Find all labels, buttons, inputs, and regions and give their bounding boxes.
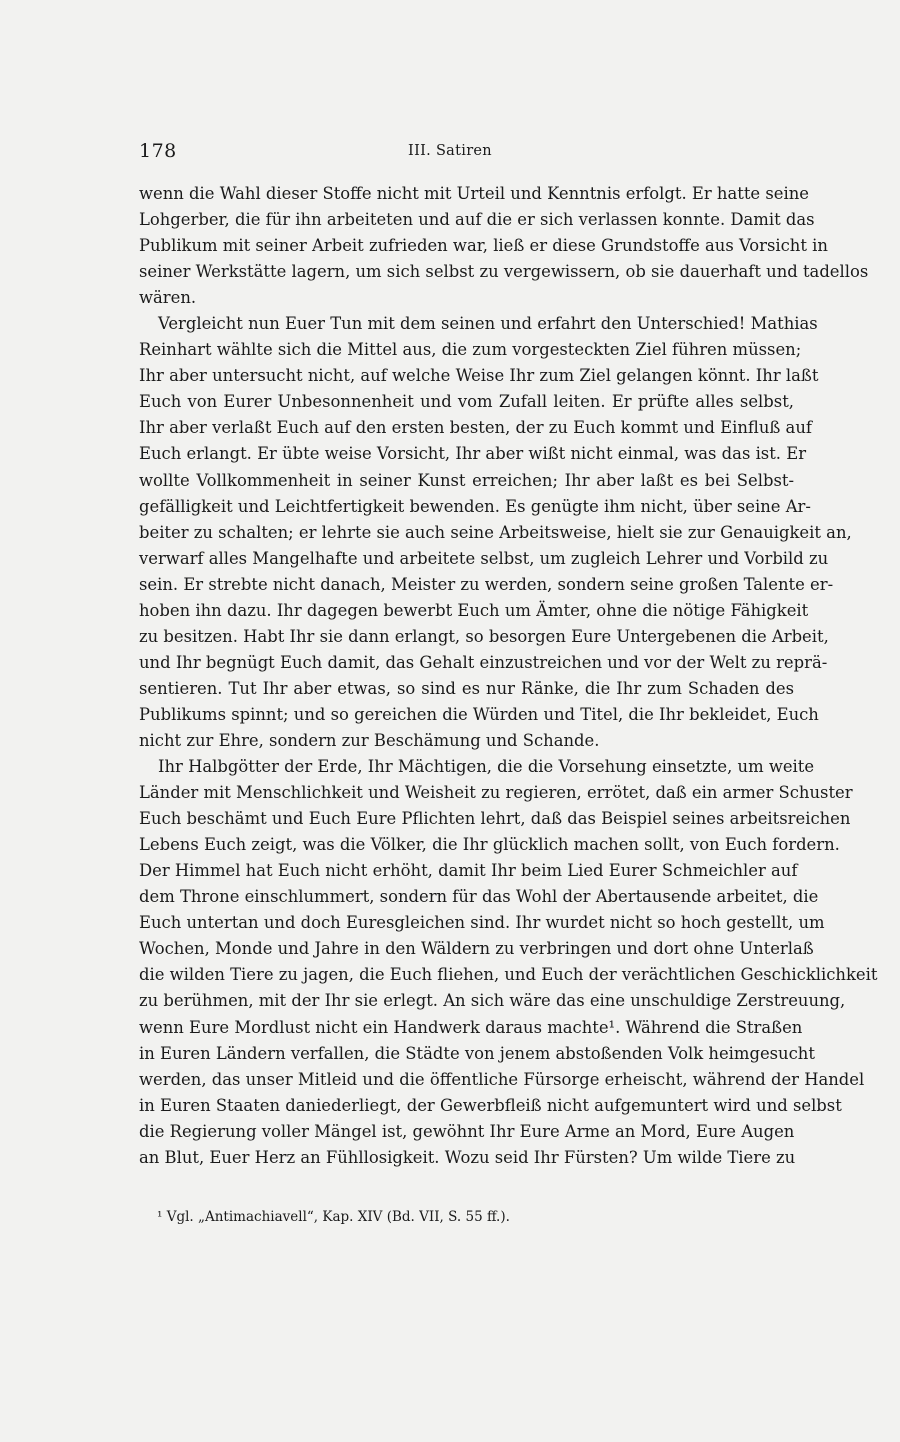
text-line: werden, das unser Mitleid und die öffentliche Fürsorge erheischt, während der Handel — [139, 1069, 865, 1089]
text-line: sein. Er strebte nicht danach, Meister zu werden, sondern seine großen Talente er- — [139, 574, 834, 594]
text-line: wenn die Wahl dieser Stoffe nicht mit Urteil und Kenntnis erfolgt. Er hatte seine — [139, 184, 809, 203]
page-number: 178 — [139, 140, 177, 162]
text-line: an Blut, Euer Herz an Fühllosigkeit. Wozu seid Ihr Fürsten? Um wilde Tiere zu — [139, 1147, 796, 1167]
text-line: Publikums spinnt; und so gereichen die Würden und Titel, die Ihr bekleidet, Euch — [139, 704, 819, 724]
text-line: verwarf alles Mangelhafte und arbeitete selbst, um zugleich Lehrer und Vorbild zu — [139, 548, 829, 568]
text-line: die wilden Tiere zu jagen, die Euch fliehen, und Euch der verächtlichen Geschicklichkeit — [139, 965, 878, 985]
text-line: gefälligkeit und Leichtfertigkeit bewenden. Es genügte ihm nicht, über seine Ar- — [139, 496, 811, 516]
text-line: beiter zu schalten; er lehrte sie auch seine Arbeitsweise, hielt sie zur Genauigkeit an, — [139, 522, 852, 542]
text-line: Ihr Halbgötter der Erde, Ihr Mächtigen, die die Vorsehung einsetzte, um weite — [158, 757, 815, 777]
text-line: die Regierung voller Mängel ist, gewöhnt Ihr Eure Arme an Mord, Eure Augen — [139, 1121, 795, 1141]
text-line: Vergleicht nun Euer Tun mit dem seinen und erfahrt den Unterschied! Mathias — [158, 314, 818, 334]
text-line: Ihr aber untersucht nicht, auf welche Weise Ihr zum Ziel gelangen könnt. Ihr laßt — [139, 366, 819, 386]
text-line: seiner Werkstätte lagern, um sich selbst zu vergewissern, ob sie dauerhaft und tadellos — [139, 262, 869, 282]
text-line: Länder mit Menschlichkeit und Weisheit zu regieren, errötet, daß ein armer Schuster — [139, 783, 853, 803]
text-line: in Euren Ländern verfallen, die Städte von jenem abstoßenden Volk heimgesucht — [139, 1043, 815, 1063]
text-line: Der Himmel hat Euch nicht erhöht, damit Ihr beim Lied Eurer Schmeichler auf — [139, 861, 798, 881]
text-line: in Euren Staaten daniederliegt, der Gewerbfleiß nicht aufgemuntert wird und selbst — [139, 1095, 842, 1115]
text-line: nicht zur Ehre, sondern zur Beschämung und Schande. — [139, 730, 600, 750]
text-line: Wochen, Monde und Jahre in den Wäldern zu verbringen und dort ohne Unterlaß — [139, 939, 814, 959]
text-line: wenn Eure Mordlust nicht ein Handwerk daraus machte¹. Während die Straßen — [139, 1017, 803, 1037]
text-line: Reinhart wählte sich die Mittel aus, die zum vorgesteckten Ziel führen müssen; — [139, 340, 802, 360]
text-line: hoben ihn dazu. Ihr dagegen bewerbt Euch um Ämter, ohne die nötige Fähigkeit — [139, 600, 809, 620]
footnote: ¹ Vgl. „Antimachiavell“, Kap. XIV (Bd. VII, S. 55 ff.). — [157, 1209, 510, 1225]
text-line: Publikum mit seiner Arbeit zufrieden war, ließ er diese Grundstoffe aus Vorsicht in — [139, 236, 828, 256]
text-line: zu berühmen, mit der Ihr sie erlegt. An sich wäre das eine unschuldige Zerstreuung, — [139, 991, 846, 1011]
text-line: Euch untertan und doch Euresgleichen sind. Ihr wurdet nicht so hoch gestellt, um — [139, 913, 825, 933]
text-line: dem Throne einschlummert, sondern für das Wohl der Abertausende arbeitet, die — [139, 887, 819, 907]
text-line: Euch erlangt. Er übte weise Vorsicht, Ihr aber wißt nicht einmal, was das ist. Er — [139, 444, 807, 464]
text-line: wären. — [139, 288, 197, 308]
text-line: zu besitzen. Habt Ihr sie dann erlangt, so besorgen Eure Untergebenen die Arbeit, — [139, 626, 829, 646]
text-line: Euch beschämt und Euch Eure Pflichten lehrt, daß das Beispiel seines arbeitsreichen — [139, 809, 851, 829]
text-line: wollte Vollkommenheit in seiner Kunst erreichen; Ihr aber laßt es bei Selbst- — [139, 470, 794, 490]
text-line: Lohgerber, die für ihn arbeiteten und auf die er sich verlassen konnte. Damit das — [139, 210, 815, 230]
text-line: Lebens Euch zeigt, was die Völker, die Ihr glücklich machen sollt, von Euch fordern. — [139, 835, 840, 855]
text-line: und Ihr begnügt Euch damit, das Gehalt einzustreichen und vor der Welt zu reprä- — [139, 652, 828, 672]
text-line: Euch von Eurer Unbesonnenheit und vom Zufall leiten. Er prüfte alles selbst, — [139, 392, 794, 412]
text-line: Ihr aber verlaßt Euch auf den ersten besten, der zu Euch kommt und Einfluß auf — [139, 418, 812, 438]
text-line: sentieren. Tut Ihr aber etwas, so sind es nur Ränke, die Ihr zum Schaden des — [139, 678, 794, 698]
running-title: III. Satiren — [408, 143, 492, 159]
body-text — [139, 181, 878, 1171]
